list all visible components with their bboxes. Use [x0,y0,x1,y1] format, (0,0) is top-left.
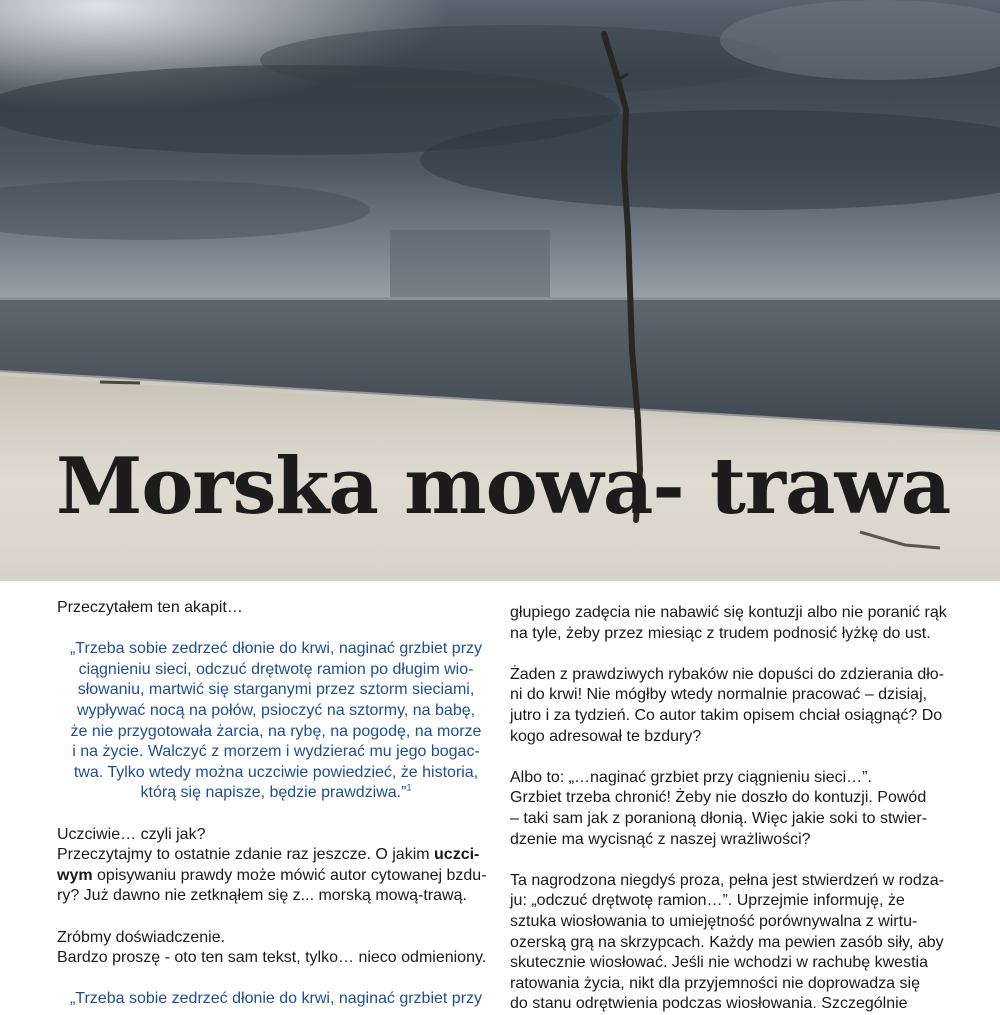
quote-line: ciągnieniu sieci, odczuć drętwotę ramion po długim wio- [78,660,474,678]
text-line: Grzbiet trzeba chronić! Żeby nie doszło do kontuzji. Powód [510,789,927,807]
right-column [510,603,948,1015]
text-line: kogo adresował te bzdury? [510,727,702,745]
text-line: na tyle, żeby przez miesiąc z trudem podnosić łyżkę do ust. [510,624,931,642]
text-line: ozerską grą na skrzypcach. Każdy ma pewien zasób siły, aby [510,933,944,951]
text-line: sztuka wiosłowania to umiejętność porównywalna z wirtu- [510,912,918,930]
text-line: ju: „odczuć drętwotę ramion…”. Uprzejmie informuję, że [510,892,905,910]
intro-paragraph: Przeczytałem ten akapit… [57,599,243,616]
quote-line: „Trzeba sobie zedrzeć dłonie do krwi, naginać grzbiet przy [69,990,483,1008]
quote-line: którą się napisze, będzie prawdziwa.”$^1$ [140,783,412,802]
paragraph-uczciwie: Uczciwie… czyli jak? Przeczytajmy to ostatnie zdanie raz jeszcze. O jakim uczci- wym opisywaniu prawdy może mówić autor cytowanej bzdu- ry? Już dawno nie zetknąłem się z... morską mową-trawą. [57,825,487,905]
text-line: ratowania życia, nikt dla przyjemności nie doprowadza się [510,974,920,992]
text-line: – taki sam jak z poranioną dłonią. Więc jakie soki to stwier- [510,809,928,827]
text-line: Żaden z prawdziwych rybaków nie dopuści do zdzierania dło- [510,665,944,683]
paragraph-doswiadczenie: Zróbmy doświadczenie. Bardzo proszę - oto ten sam tekst, tylko… nieco odmieniony. [57,928,487,967]
text-line: skutecznie wiosłować. Jeśli nie wchodzi w rachubę kwestia [510,954,928,972]
quote-line: słowaniu, martwić się starganymi przez sztorm sieciami, [77,681,475,699]
footnote-mark: 1 [406,783,412,794]
text-line: ni do krwi! Nie mógłby wtedy normalnie pracować – dzisiaj, [510,686,928,704]
text-line: Albo to: „…naginać grzbiet przy ciągnieniu sieci…”. [510,768,872,786]
text-line: dzenie ma wycisnąć z naszej wrażliwości? [510,830,811,848]
quote-line: że nie przygotowała żarcia, na rybę, na pogodę, na morze [70,722,482,740]
quote-line: i na życie. Walczyć z morzem i wydzierać mu jego bogac- [72,743,480,761]
quote-line: twa. Tylko wtedy można uczciwie powiedzieć, że historia, [73,763,479,781]
text-line: głupiego zadęcia nie nabawić się kontuzji albo nie poranić rąk [510,604,947,621]
left-column [57,598,489,1010]
quote-line: „Trzeba sobie zedrzeć dłonie do krwi, naginać grzbiet przy [69,640,483,658]
text-line: do stanu odrętwienia podczas wiosłowania. Szczególnie [510,995,908,1013]
text-line: Ta nagrodzona niegdyś proza, pełna jest stwierdzeń w rodza- [510,871,945,889]
article-title: Morska mowa- trawa [56,441,951,532]
quote-line: wypływać nocą na połów, psioczyć na sztormy, na babę, [76,701,476,719]
text-line: jutro i za tydzień. Co autor takim opisem chciał osiągnąć? Do [510,706,943,724]
quote-block-2 [57,989,489,1010]
quote-block [57,639,489,804]
